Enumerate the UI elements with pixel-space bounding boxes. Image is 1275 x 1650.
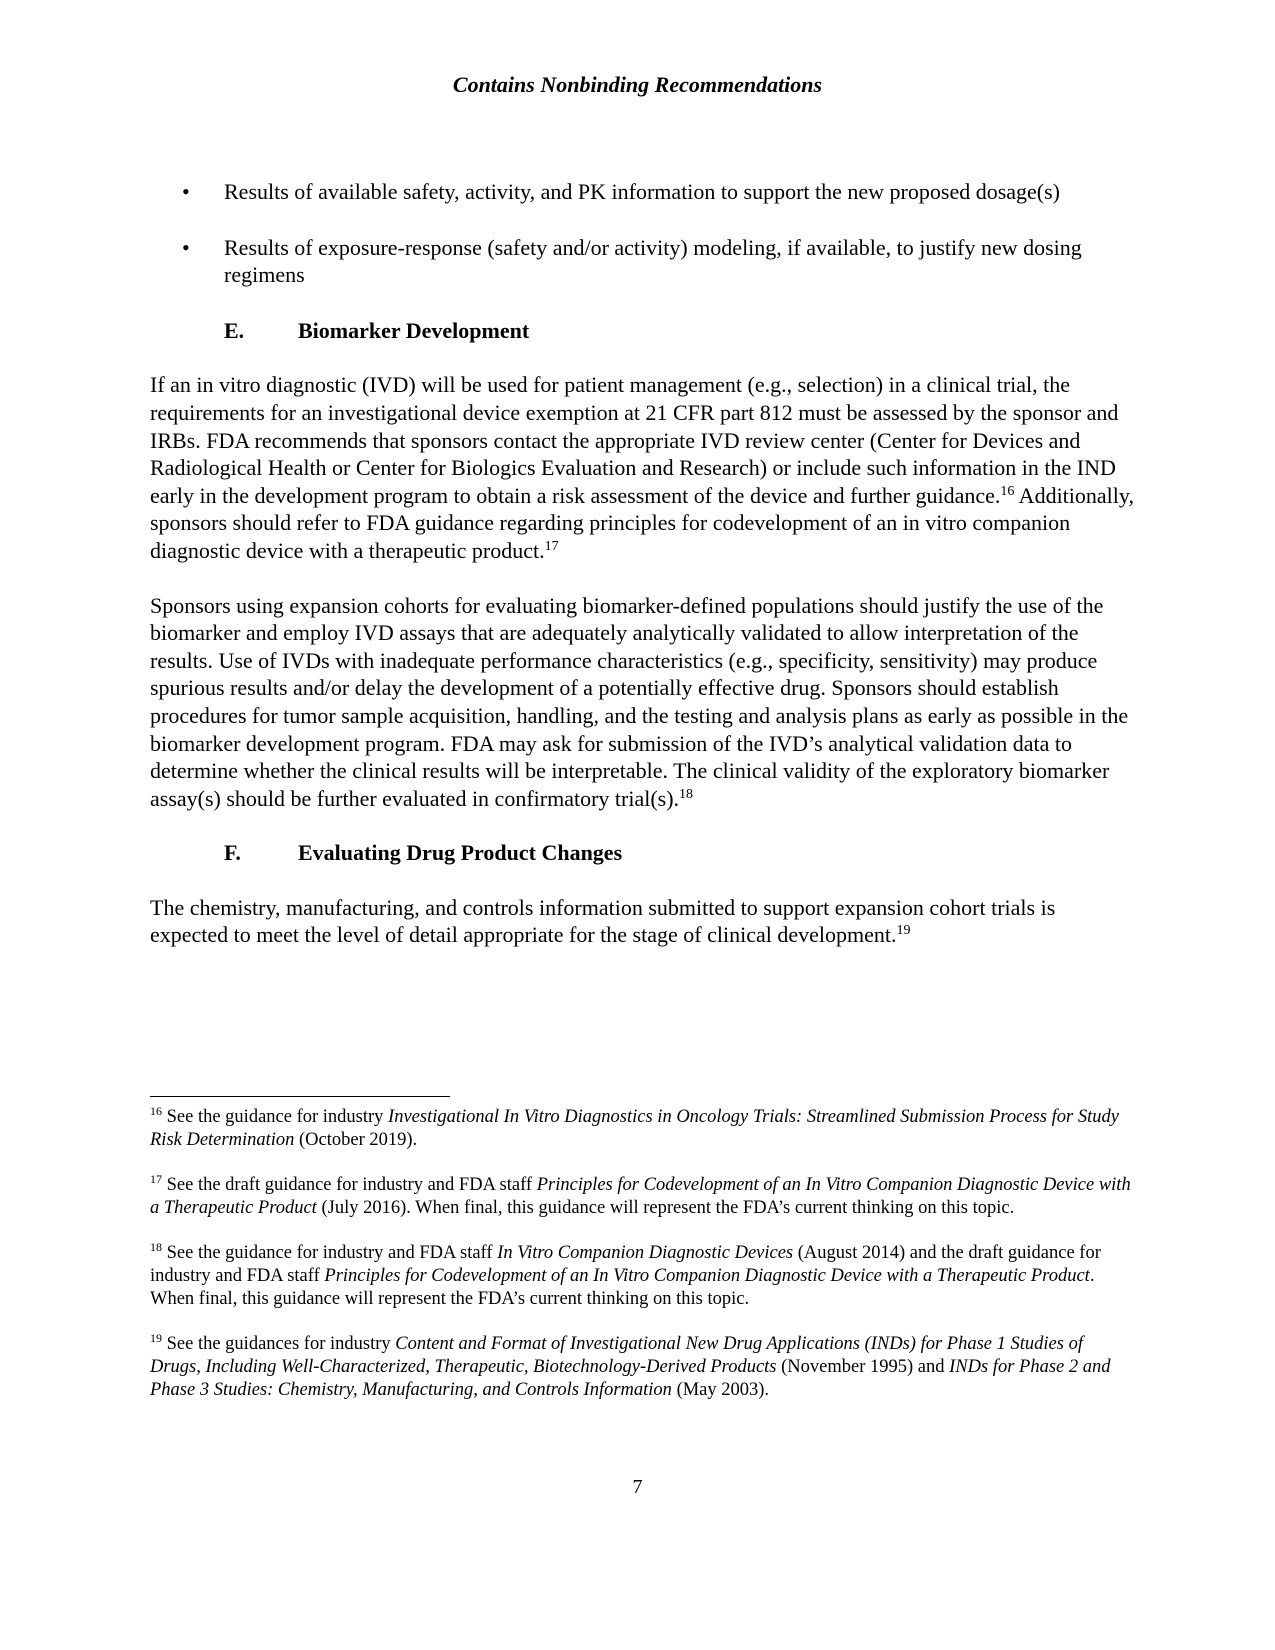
footnote-divider: [150, 1096, 450, 1097]
footnote-16: [150, 1106, 1135, 1152]
footnote-number: 19: [150, 1331, 162, 1345]
footnote-ref[interactable]: 18: [679, 786, 694, 802]
footnote-text: See the draft guidance for industry and FDA staff: [162, 1175, 537, 1195]
section-letter: E.: [224, 317, 245, 343]
section-title: Evaluating Drug Product Changes: [298, 840, 623, 866]
footnotes: [150, 1106, 1135, 1424]
footnote-text: See the guidances for industry: [162, 1334, 396, 1354]
footnote-ref[interactable]: 16: [1000, 483, 1015, 499]
section-letter: F.: [224, 840, 241, 866]
footnote-text: (May 2003).: [671, 1380, 770, 1400]
bullet-text: Results of exposure-response (safety and/or activity) modeling, if available, to justify new dosing regimens: [224, 234, 1082, 288]
footnote-text: See the guidance for industry and FDA staff: [162, 1243, 498, 1263]
bullet-text: Results of available safety, activity, and PK information to support the new proposed dosage(s): [224, 179, 1061, 204]
footnote-title: Content and Format of Investigational New Drug Applications (INDs) for Phase 1 Studies of Drugs, Including Well-Characterized, Therapeutic, Biotechnology-Derived Products: [150, 1334, 1083, 1377]
bullet-list: [150, 178, 1135, 289]
paragraph-text: The chemistry, manufacturing, and controls information submitted to support expansion cohort trials is expected to meet the level of detail appropriate for the stage of clinical development.: [150, 894, 1056, 948]
bullet-icon: •: [182, 234, 190, 260]
page-header: Contains Nonbinding Recommendations: [452, 72, 823, 97]
footnote-title: Principles for Codevelopment of an In Vitro Companion Diagnostic Device with a Therapeutic Product: [324, 1266, 1090, 1286]
paragraph-cmc: [150, 894, 1135, 949]
paragraph-text: Sponsors using expansion cohorts for evaluating biomarker-defined populations should justify the use of the biomarker and employ IVD assays that are adequately analytically validated to allow interpretation of the results. Use of IVDs with inadequate performance characteristics (e.g., specificity, sensitivity) may produce spurious results and/or delay the development of a potentially effective drug. Sponsors should establish procedures for tumor sample acquisition, handling, and the testing and analysis plans as early as possible in the biomarker development program. FDA may ask for submission of the IVD’s analytical validation data to determine whether the clinical results will be interpretable. The clinical validity of the exploratory biomarker assay(s) should be further evaluated in confirmatory trial(s).: [150, 592, 1129, 811]
paragraph-text: If an in vitro diagnostic (IVD) will be used for patient management (e.g., selection) in a clinical trial, the requirements for an investigational device exemption at 21 CFR part 812 must be assessed by the sponsor and IRBs. FDA recommends that sponsors contact the appropriate IVD review center (Center for Devices and Radiological Health or Center for Biologics Evaluation and Research) or include such information in the IND early in the development program to obtain a risk assessment of the device and further guidance.: [150, 372, 1119, 508]
footnote-text: (October 2019).: [294, 1130, 418, 1150]
footnote-title: Principles for Codevelopment of an In Vitro Companion Diagnostic Device with a Therapeutic Product: [150, 1175, 1131, 1218]
footnote-ref[interactable]: 17: [544, 538, 559, 554]
footnote-title: Investigational In Vitro Diagnostics in Oncology Trials: Streamlined Submission Process for Study Risk Determination: [150, 1107, 1119, 1150]
paragraph-ivd: [150, 371, 1135, 564]
list-item: [150, 178, 1135, 206]
page-number: 7: [632, 1476, 643, 1498]
footnote-19: [150, 1333, 1135, 1402]
footnote-text: (August 2014) and the draft guidance for industry and FDA staff: [150, 1243, 1101, 1286]
footnote-number: 18: [150, 1240, 162, 1254]
paragraph-expansion-cohorts: [150, 592, 1135, 813]
footnote-17: [150, 1174, 1135, 1220]
section-heading-f: [150, 839, 1135, 867]
footnote-number: 17: [150, 1172, 162, 1186]
footnote-number: 16: [150, 1104, 162, 1118]
footnote-text: (November 1995) and: [776, 1357, 950, 1377]
footnote-text: (July 2016). When final, this guidance will represent the FDA’s current thinking on this topic.: [316, 1198, 1015, 1218]
list-item: [150, 234, 1135, 289]
section-title: Biomarker Development: [298, 317, 530, 343]
section-heading-e: [150, 317, 1135, 345]
footnote-text: See the guidance for industry: [162, 1107, 389, 1127]
paragraph-text: Additionally, sponsors should refer to FDA guidance regarding principles for codevelopment of an in vitro companion diagnostic device with a therapeutic product.: [150, 482, 1134, 563]
footnote-18: [150, 1242, 1135, 1311]
footnote-title: In Vitro Companion Diagnostic Devices: [497, 1243, 794, 1263]
footnote-text: . When final, this guidance will represent the FDA’s current thinking on this topic.: [150, 1266, 1095, 1309]
main-content: [150, 178, 1135, 976]
footnote-title: INDs for Phase 2 and Phase 3 Studies: Chemistry, Manufacturing, and Controls Information: [150, 1357, 1111, 1400]
footnote-ref[interactable]: 19: [896, 923, 911, 939]
bullet-icon: •: [182, 179, 190, 204]
